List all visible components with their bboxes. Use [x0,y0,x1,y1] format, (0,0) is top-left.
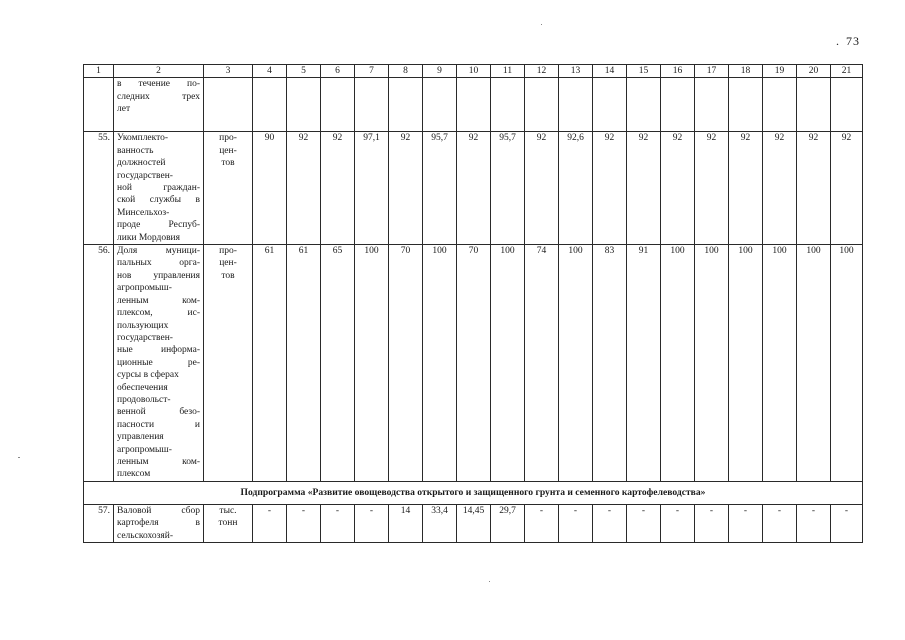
value-cell: 92 [763,132,797,245]
indicator-name-cell [114,78,204,132]
value-cell: 100 [695,245,729,482]
indicator-name-line: нов управления [117,270,200,281]
subprogram-row [84,481,863,504]
indicator-name-line: сельскохозяй- [117,530,173,541]
page-number-value: 73 [846,34,860,48]
value-cell: 92 [593,132,627,245]
indicator-name-line: Доля муници- [117,246,200,257]
table-row [84,245,863,482]
indicator-name-line: ванность [117,145,154,156]
indicator-name-line: плексом, ис- [117,308,200,319]
indicator-name-line: Валовой сбор [117,505,200,516]
column-number: 18 [729,65,763,78]
indicator-name-line: агропромыш- [117,283,172,294]
value-cell: 92,6 [559,132,593,245]
table-row [84,132,863,245]
value-cell: 92 [729,132,763,245]
column-number: 15 [627,65,661,78]
indicator-name-line: ленным ком- [117,456,200,467]
unit-line: про- [219,133,237,144]
value-cell: 100 [831,245,863,482]
indicator-name-line: плексом [117,469,151,480]
indicator-name-line: Минсельхоз- [117,207,170,218]
scan-speck [489,581,490,582]
column-number: 21 [831,65,863,78]
column-number-row [84,65,863,78]
indicator-name-line: проде Респуб- [117,220,200,231]
value-cell: 70 [389,245,423,482]
value-cell: 90 [253,132,287,245]
indicator-name-line: ционные ре- [117,357,200,368]
indicator-name-cell [114,245,204,482]
value-cell: 74 [525,245,559,482]
value-cell: 14 [389,504,423,542]
value-cell: 100 [661,245,695,482]
value-cell: 83 [593,245,627,482]
value-cell: 92 [831,132,863,245]
value-cell: - [355,504,389,542]
value-cell: 92 [661,132,695,245]
value-cell: 97,1 [355,132,389,245]
value-cell: 92 [627,132,661,245]
column-number: 17 [695,65,729,78]
unit-line: тов [221,158,235,169]
indicator-name-line: пальных орга- [117,258,200,269]
indicator-name-cell [114,504,204,542]
value-cell: 92 [525,132,559,245]
column-number: 5 [287,65,321,78]
value-cell: - [593,504,627,542]
indicator-name-line: управления [117,432,164,443]
unit-cell [204,132,253,245]
indicator-name-line: пасности и [117,419,200,430]
value-cell: 65 [321,245,355,482]
value-cell: 92 [695,132,729,245]
value-cell: 92 [321,132,355,245]
table-row [84,504,863,542]
value-cell: 92 [389,132,423,245]
column-number: 3 [204,65,253,78]
indicator-name-line: ной граждан- [117,183,200,194]
value-cell: 29,7 [491,504,525,542]
column-number: 4 [253,65,287,78]
value-cell: 91 [627,245,661,482]
unit-line: цен- [219,145,237,156]
indicator-name-line: картофеля в [117,518,200,529]
column-number: 2 [114,65,204,78]
indicator-name-line: государствен- [117,332,173,343]
indicator-name-line: лет [117,104,131,115]
subprogram-title: Подпрограмма «Развитие овощеводства открытого и защищенного грунта и семенного картофелеводства» [84,481,863,504]
column-number: 10 [457,65,491,78]
value-cell: 100 [797,245,831,482]
page-number: . 73 [836,34,860,48]
value-cell: - [695,504,729,542]
indicator-name-line: лики Мордовия [117,232,181,243]
indicator-name-line: венной безо- [117,407,200,418]
value-cell: 100 [423,245,457,482]
unit-line: тонн [218,518,238,529]
indicator-name-line: Укомплекто- [117,133,169,144]
value-cell: 92 [797,132,831,245]
indicator-name-cell [114,132,204,245]
column-number: 19 [763,65,797,78]
value-cell: 61 [287,245,321,482]
column-number: 6 [321,65,355,78]
value-cell: - [253,504,287,542]
column-number: 20 [797,65,831,78]
scan-speck [18,457,20,458]
row-number-cell [84,78,114,132]
value-cell: 100 [491,245,525,482]
indicator-name-line: обеспечения [117,382,168,393]
value-cell: - [525,504,559,542]
table-row [84,78,863,132]
value-cell: - [831,504,863,542]
unit-line: про- [219,246,237,257]
value-cell: 70 [457,245,491,482]
indicator-name-line: пользующих [117,320,169,331]
row-number: 55. [84,132,114,245]
column-number: 14 [593,65,627,78]
indicator-name-line: сурсы в сферах [117,370,179,381]
column-number: 12 [525,65,559,78]
value-cell: - [321,504,355,542]
value-cell: - [763,504,797,542]
unit-line: тыс. [219,505,237,516]
scan-speck [541,24,542,25]
value-cell: - [627,504,661,542]
indicators-table [83,64,863,543]
row-number: 56. [84,245,114,482]
value-cell: 14,45 [457,504,491,542]
value-cell: - [729,504,763,542]
value-cell: 100 [763,245,797,482]
column-number: 16 [661,65,695,78]
value-cell: - [287,504,321,542]
unit-cell [204,245,253,482]
indicator-name-line: агропромыш- [117,444,172,455]
unit-line: цен- [219,258,237,269]
unit-cell [204,504,253,542]
value-cell: 92 [287,132,321,245]
column-number: 11 [491,65,525,78]
value-cell: 61 [253,245,287,482]
column-number: 9 [423,65,457,78]
value-cell: 92 [457,132,491,245]
column-number: 8 [389,65,423,78]
indicator-name-line: ской службы в [117,195,200,206]
value-cell: 100 [559,245,593,482]
value-cell: 33,4 [423,504,457,542]
value-cell: - [559,504,593,542]
value-cell: - [661,504,695,542]
value-cell: 95,7 [491,132,525,245]
indicator-name-line: в течение по- [117,79,200,90]
row-number: 57. [84,504,114,542]
value-cell: 100 [729,245,763,482]
indicator-name-line: продовольст- [117,394,171,405]
unit-line: тов [221,270,235,281]
indicator-name-line: следних трех [117,91,200,102]
unit-cell [204,78,253,132]
value-cell: 100 [355,245,389,482]
column-number: 13 [559,65,593,78]
indicator-name-line: ные информа- [117,345,200,356]
column-number: 7 [355,65,389,78]
indicator-name-line: ленным ком- [117,295,200,306]
indicator-name-line: государствен- [117,170,173,181]
column-number: 1 [84,65,114,78]
indicator-name-line: должностей [117,158,166,169]
value-cell: 95,7 [423,132,457,245]
value-cell: - [797,504,831,542]
